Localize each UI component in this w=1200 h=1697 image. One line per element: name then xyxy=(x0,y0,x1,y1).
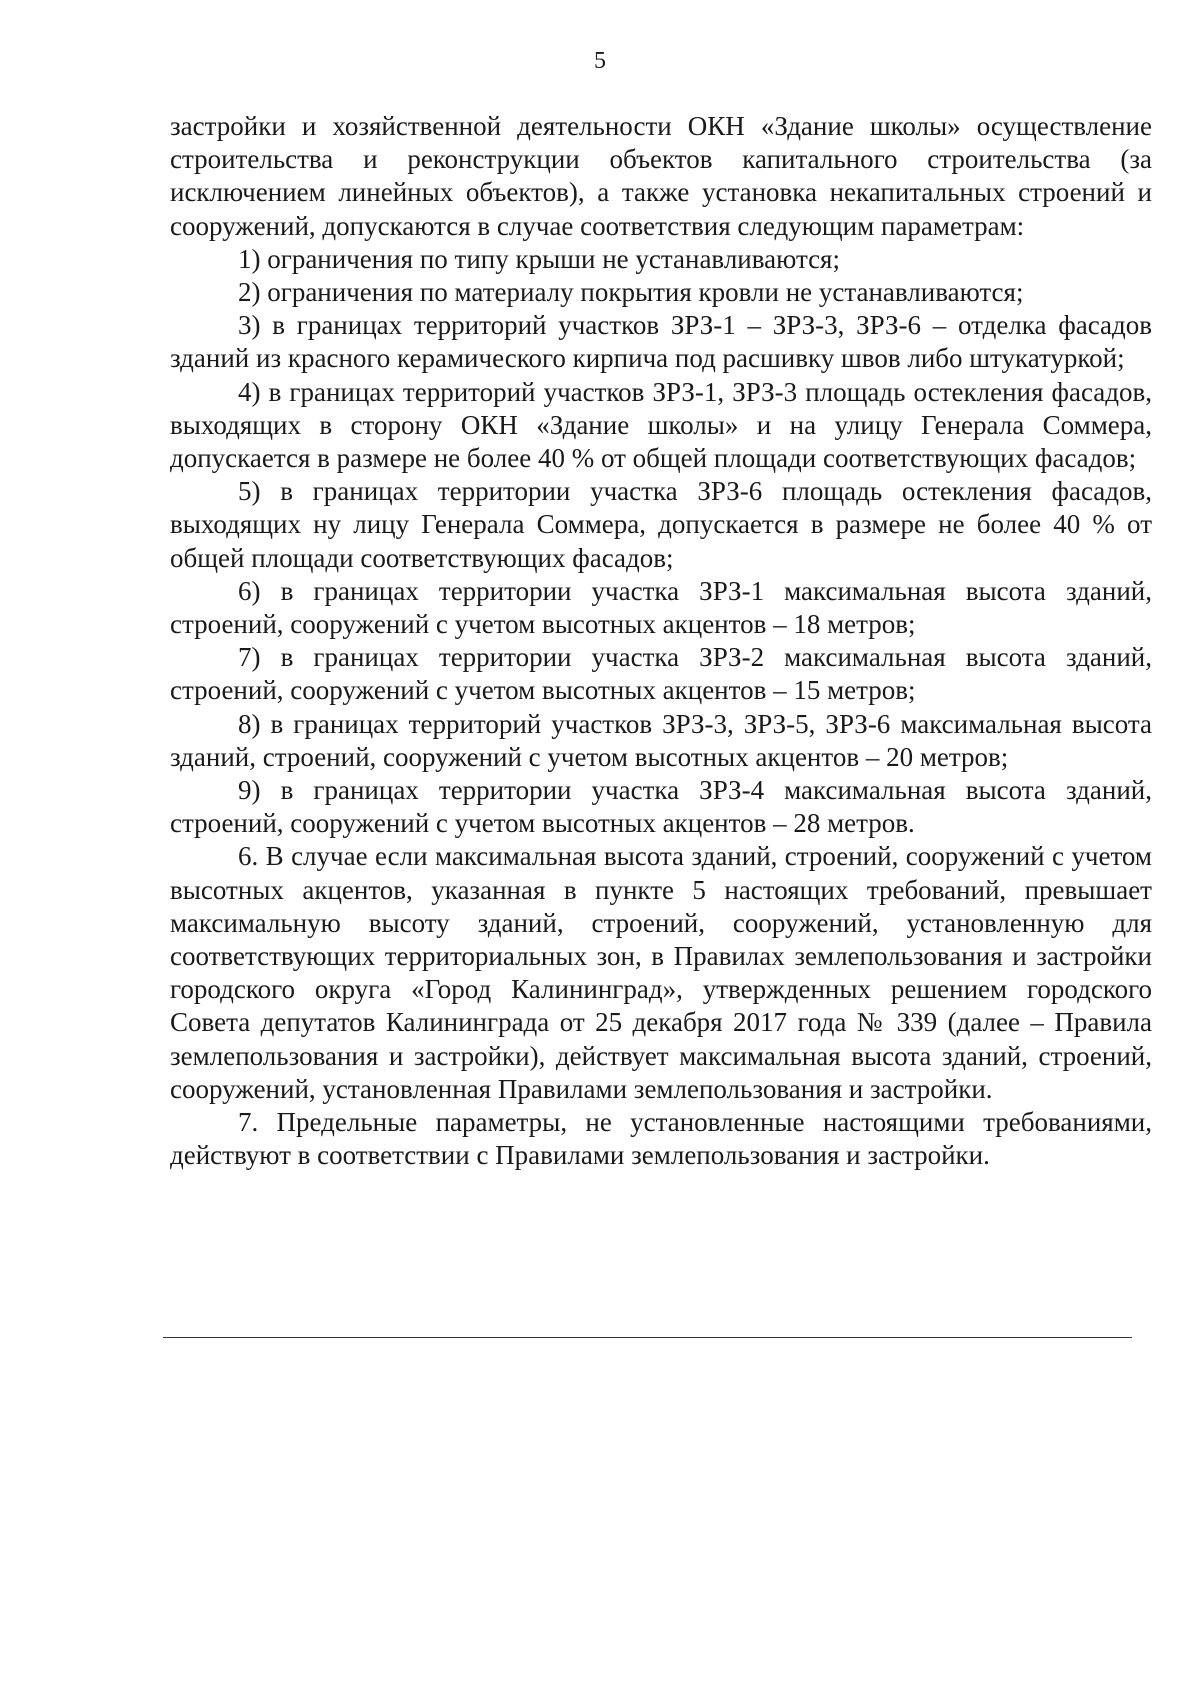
list-item-3: 3) в границах территорий участков ЗРЗ-1 – ЗРЗ-3, ЗРЗ-6 – отделка фасадов зданий из красного керамического кирпича под расшивку швов либо штукатуркой; xyxy=(170,310,1152,374)
closing-divider-line xyxy=(163,1337,1132,1338)
document-body xyxy=(170,110,1152,1173)
paragraph-continuation: застройки и хозяйственной деятельности ОКН «Здание школы» осуществление строительства и реконструкции объектов капитального строительства (за исключением линейных объектов), а также установка некапитальных строений и сооружений, допускаются в случае соответствия следующим параметрам: xyxy=(170,111,1152,241)
section-6-paragraph: 6. В случае если максимальная высота зданий, строений, сооружений с учетом высотных акцентов, указанная в пункте 5 настоящих требований, превышает максимальную высоту зданий, строений, сооружений, установленную для соответствующих территориальных зон, в Правилах землепользования и застройки городского округа «Город Калининград», утвержденных решением городского Совета депутатов Калининграда от 25 декабря 2017 года № 339 (далее – Правила землепользования и застройки), действует максимальная высота зданий, строений, сооружений, установленная Правилами землепользования и застройки. xyxy=(170,841,1152,1104)
list-item-2: 2) ограничения по материалу покрытия кровли не устанавливаются; xyxy=(238,277,1024,308)
list-item-8: 8) в границах территорий участков ЗРЗ-3, ЗРЗ-5, ЗРЗ-6 максимальная высота зданий, строений, сооружений с учетом высотных акцентов – 20 метров; xyxy=(170,708,1152,772)
section-7-paragraph: 7. Предельные параметры, не установленные настоящими требованиями, действуют в соответствии с Правилами землепользования и застройки. xyxy=(170,1107,1152,1171)
list-item-4: 4) в границах территорий участков ЗРЗ-1, ЗРЗ-3 площадь остекления фасадов, выходящих в сторону ОКН «Здание школы» и на улицу Генерала Соммера, допускается в размере не более 40 % от общей площади соответствующих фасадов; xyxy=(170,376,1152,474)
list-item-1: 1) ограничения по типу крыши не устанавливаются; xyxy=(238,243,840,274)
list-item-7: 7) в границах территории участка ЗРЗ-2 максимальная высота зданий, строений, сооружений с учетом высотных акцентов – 15 метров; xyxy=(170,642,1152,706)
list-item-5: 5) в границах территории участка ЗРЗ-6 площадь остекления фасадов, выходящих ну лицу Генерала Соммера, допускается в размере не более 40 % от общей площади соответствующих фасадов; xyxy=(170,476,1152,573)
list-item-6: 6) в границах территории участка ЗРЗ-1 максимальная высота зданий, строений, сооружений с учетом высотных акцентов – 18 метров; xyxy=(170,575,1152,640)
page-number: 5 xyxy=(594,48,606,74)
list-item-9: 9) в границах территории участка ЗРЗ-4 максимальная высота зданий, строений, сооружений с учетом высотных акцентов – 28 метров. xyxy=(170,775,1152,839)
